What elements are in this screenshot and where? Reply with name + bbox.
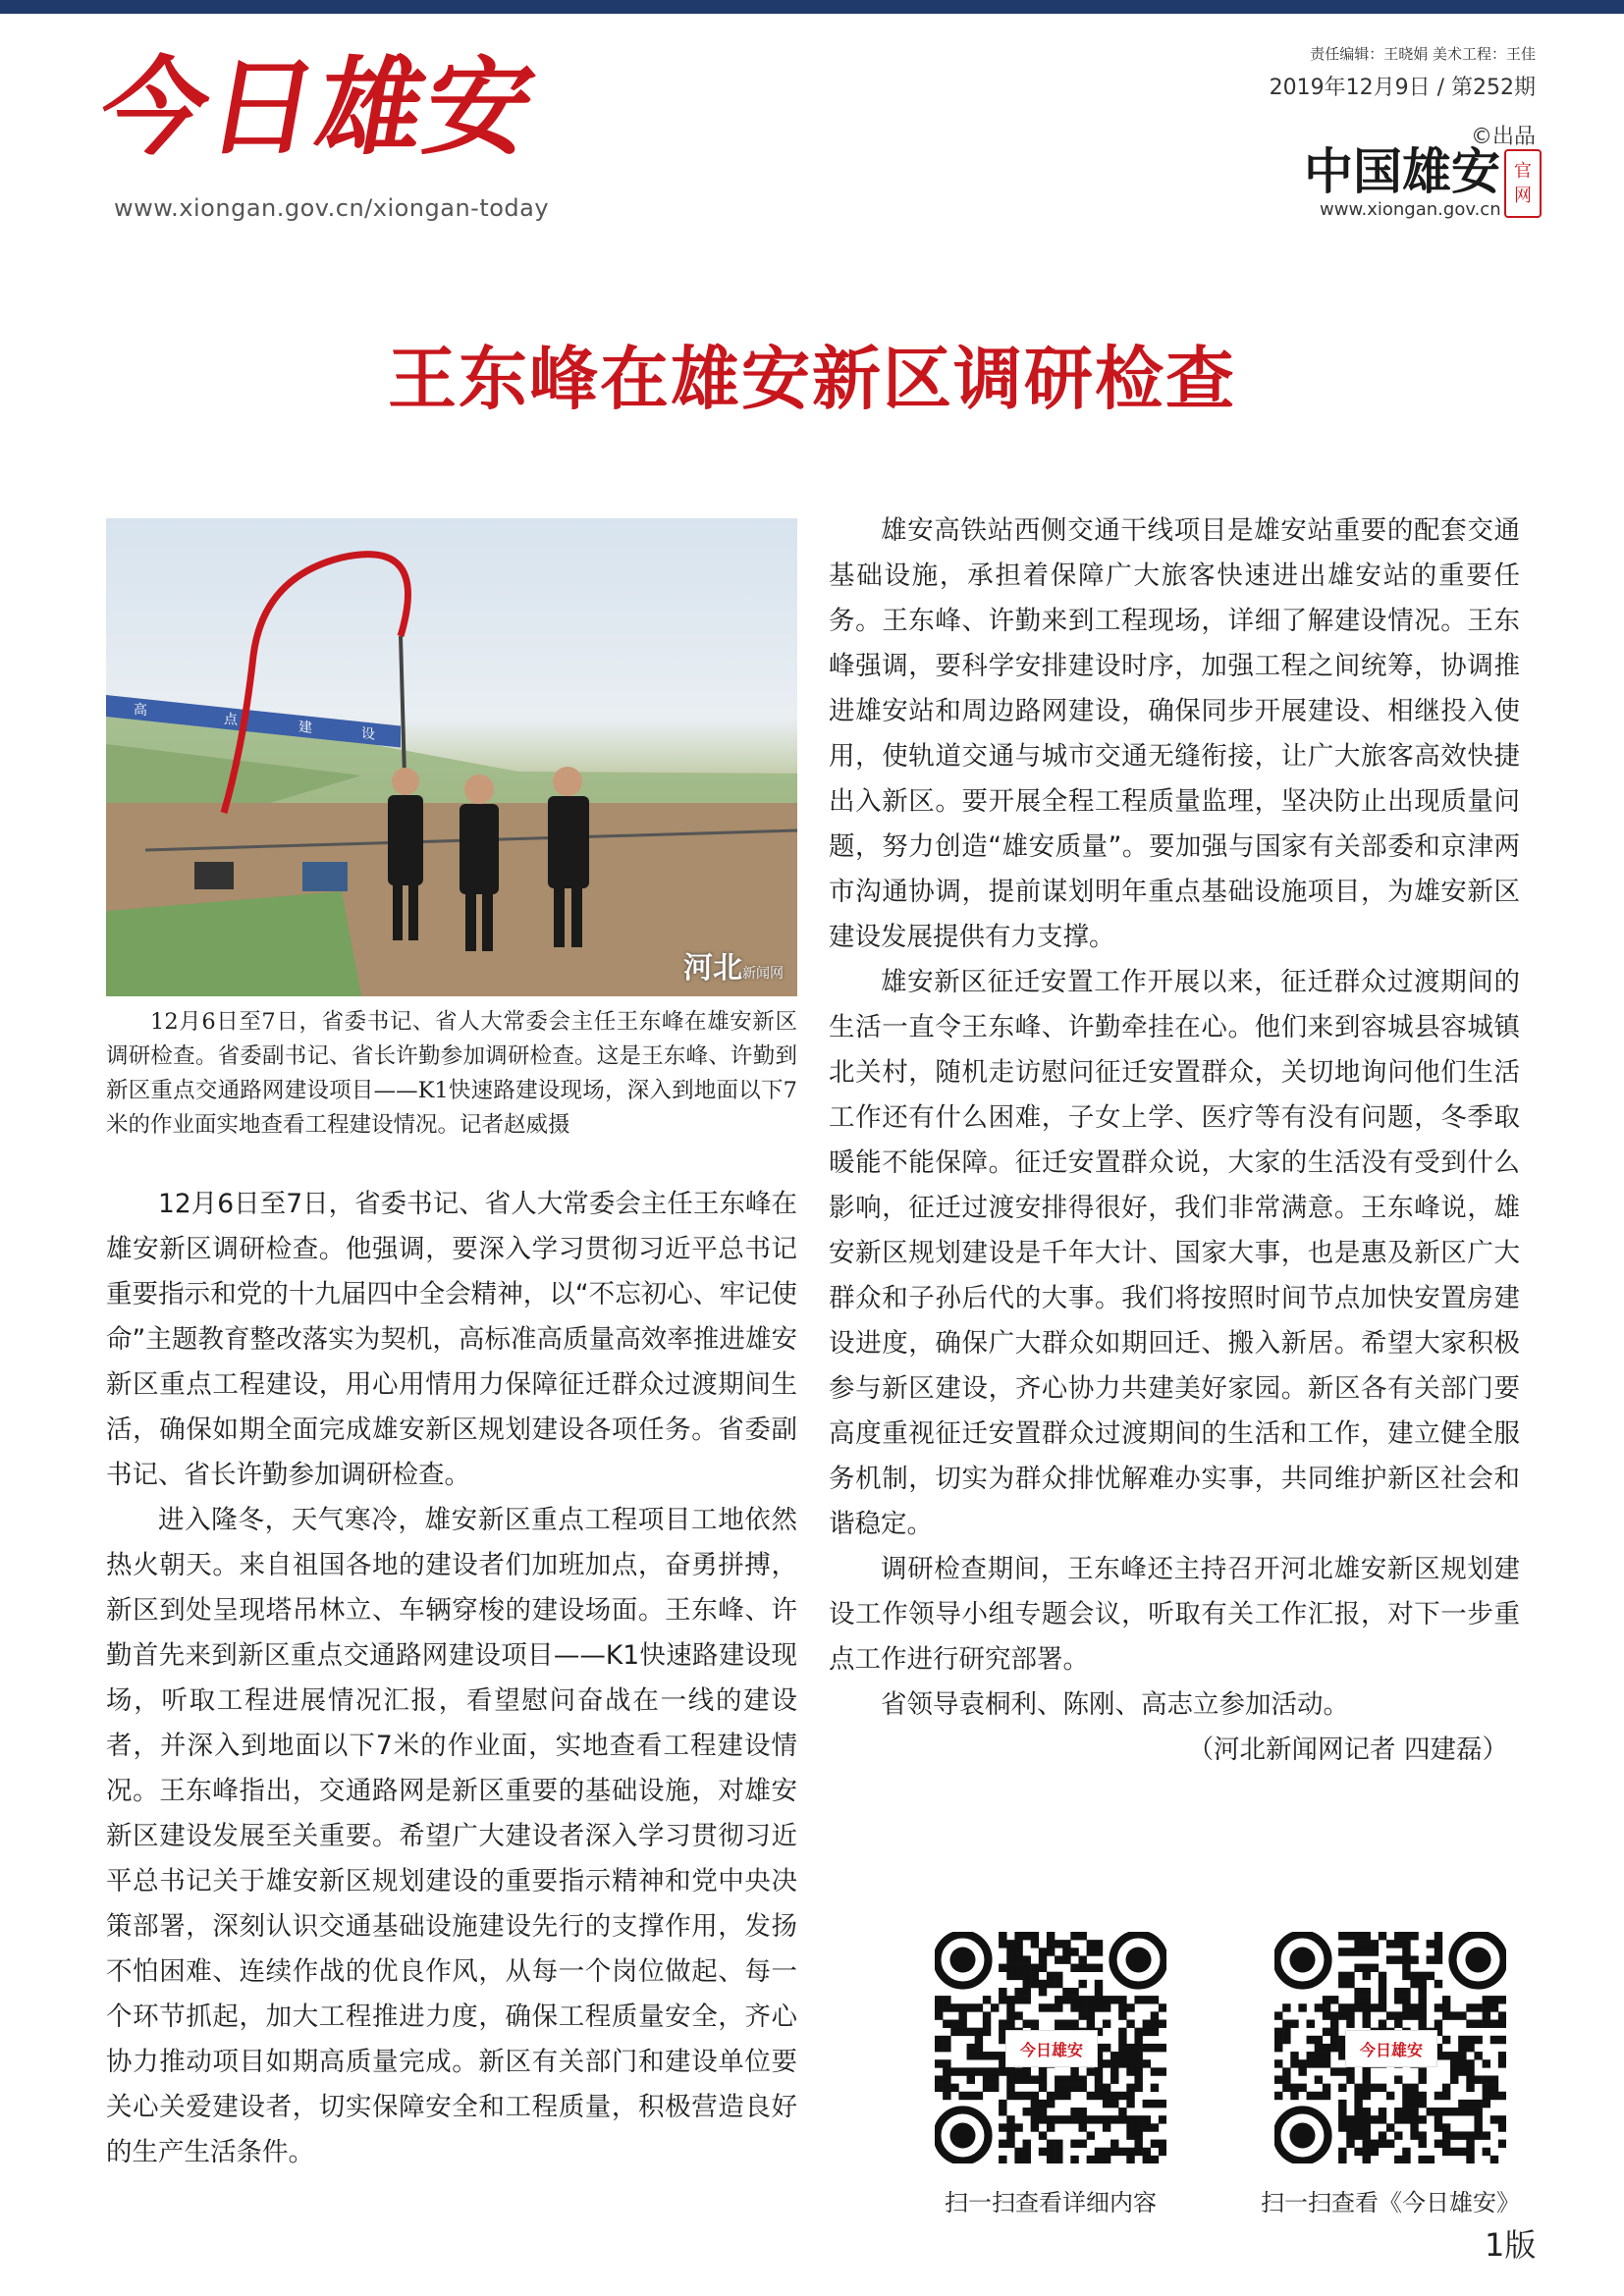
china-xiongan-url: www.xiongan.gov.cn [1320, 199, 1501, 220]
china-xiongan-logo: 中国雄安 [1304, 142, 1500, 200]
qr-code-today[interactable] [1274, 1932, 1506, 2163]
editor-credits: 责任编辑：王晓娟 美术工程：王佳 [1310, 45, 1536, 63]
article-left-column [106, 1182, 797, 2175]
seal-char: 网 [1514, 186, 1532, 206]
seal-char: 官 [1514, 160, 1532, 182]
paragraph: 雄安高铁站西侧交通干线项目是雄安站重要的配套交通基础设施，承担着保障广大旅客快速进出雄安站的重要任务。王东峰、许勤来到工程现场，详细了解建设情况。王东峰强调，要科学安排建设时序，加强工程之间统筹，协调推进雄安站和周边路网建设，确保同步开展建设、相继投入使用，使轨道交通与城市交通无缝衔接，让广大旅客高效快捷出入新区。要开展全程工程质量监理，坚决防止出现质量问题，努力创造“雄安质量”。要加强与国家有关部委和京津两市沟通协调，提前谋划明年重点基础设施项目，为雄安新区建设发展提供有力支撑。 [829, 515, 1520, 952]
photo-caption: 12月6日至7日，省委书记、省人大常委会主任王东峰在雄安新区调研检查。省委副书记、省长许勤参加调研检查。这是王东峰、许勤到新区重点交通路网建设项目——K1快速路建设现场，深入到地面以下7米的作业面实地查看工程建设情况。记者赵威摄 [106, 1009, 797, 1138]
board-char: 建 [298, 719, 312, 737]
board-char: 高 [134, 701, 147, 720]
article-right-column [829, 508, 1520, 1773]
byline: （河北新闻网记者 四建磊） [1187, 1735, 1508, 1765]
official-seal [1504, 149, 1542, 218]
qr-label-details: 扫一扫查看详细内容 [945, 2189, 1157, 2216]
paragraph: 调研检查期间，王东峰还主持召开河北雄安新区规划建设工作领导小组专题会议，听取有关工作汇报，对下一步重点工作进行研究部署。 [829, 1554, 1520, 1675]
watermark-main: 河北 [683, 951, 742, 986]
board-char: 点 [224, 711, 238, 729]
masthead-logo: 今日雄安 [90, 46, 546, 170]
paragraph: 省领导袁桐利、陈刚、高志立参加活动。 [881, 1689, 1349, 1720]
qr-badge: 今日雄安 [1345, 2030, 1437, 2067]
watermark-sub: 新闻网 [742, 966, 784, 982]
paragraph: 雄安新区征迁安置工作开展以来，征迁群众过渡期间的生活一直令王东峰、许勤牵挂在心。他们来到容城县容城镇北关村，随机走访慰问征迁安置群众，关切地询问他们生活工作还有什么困难，子女上学、医疗等有没有问题，冬季取暖能不能保障。征迁安置群众说，大家的生活没有受到什么影响，征迁过渡安排得很好，我们非常满意。王东峰说，雄安新区规划建设是千年大计、国家大事，也是惠及新区广大群众和子孙后代的大事。我们将按照时间节点加快安置房建设进度，确保广大群众如期回迁、搬入新居。希望大家积极参与新区建设，齐心协力共建美好家园。新区各有关部门要高度重视征迁安置群众过渡期间的生活和工作，建立健全服务机制，切实为群众排忧解难办实事，共同维护新区社会和谐稳定。 [829, 967, 1520, 1539]
top-bar [0, 0, 1624, 14]
construction-scene [106, 518, 797, 996]
headline: 王东峰在雄安新区调研检查 [388, 339, 1236, 419]
news-photo [106, 518, 797, 996]
publisher-mark: ©出品 [1470, 125, 1536, 149]
issue-date: 2019年12月9日 / 第252期 [1269, 76, 1536, 100]
qr-badge: 今日雄安 [1005, 2030, 1098, 2067]
paragraph: 12月6日至7日，省委书记、省人大常委会主任王东峰在雄安新区调研检查。他强调，要深入学习贯彻习近平总书记重要指示和党的十九届四中全会精神，以“不忘初心、牢记使命”主题教育整改落实为契机，高标准高质量高效率推进雄安新区重点工程建设，用心用情用力保障征迁群众过渡期间生活，确保如期全面完成雄安新区规划建设各项任务。省委副书记、省长许勤参加调研检查。 [106, 1189, 797, 1490]
site-url: www.xiongan.gov.cn/xiongan-today [114, 194, 550, 222]
page-number: 1版 [1485, 2226, 1537, 2264]
qr-code-details[interactable] [935, 1932, 1166, 2163]
paragraph: 进入隆冬，天气寒冷，雄安新区重点工程项目工地依然热火朝天。来自祖国各地的建设者们加班加点，奋勇拼搏，新区到处呈现塔吊林立、车辆穿梭的建设场面。王东峰、许勤首先来到新区重点交通路网建设项目——K1快速路建设现场，听取工程进展情况汇报，看望慰问奋战在一线的建设者，并深入到地面以下7米的作业面，实地查看工程建设情况。王东峰指出，交通路网是新区重要的基础设施，对雄安新区建设发展至关重要。希望广大建设者深入学习贯彻习近平总书记关于雄安新区规划建设的重要指示精神和党中央决策部署，深刻认识交通基础设施建设先行的支撑作用，发扬不怕困难、连续作战的优良作风，从每一个岗位做起、每一个环节抓起，加大工程推进力度，确保工程质量安全，齐心协力推动项目如期高质量完成。新区有关部门和建设单位要关心关爱建设者，切实保障安全和工程质量，积极营造良好的生产生活条件。 [106, 1505, 797, 2167]
board-char: 设 [360, 725, 375, 743]
photo-watermark [683, 943, 784, 987]
qr-label-today: 扫一扫查看《今日雄安》 [1261, 2189, 1520, 2216]
